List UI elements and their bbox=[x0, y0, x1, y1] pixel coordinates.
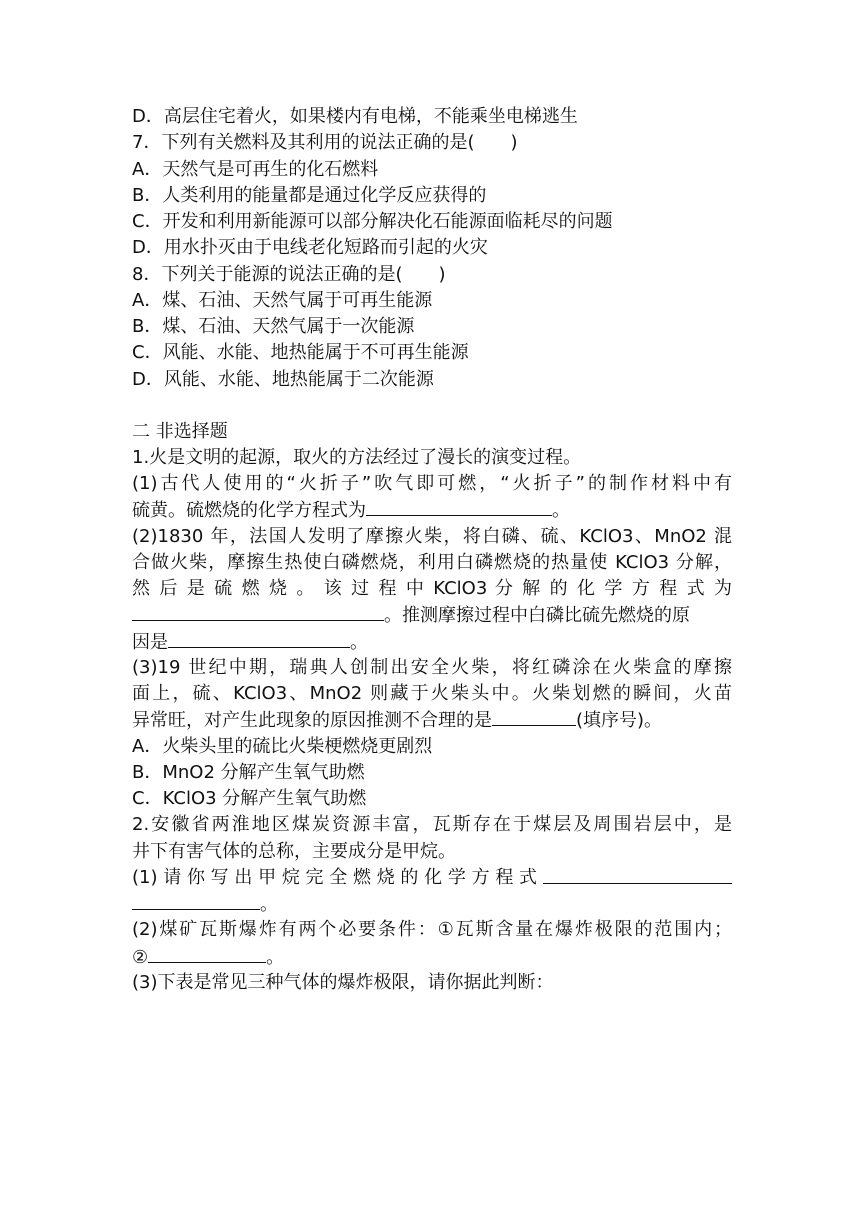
answer-blank[interactable] bbox=[366, 497, 552, 516]
problem-1-part-3-answer-line bbox=[132, 707, 732, 734]
problem-2-part-3-line: (3)下表是常见三种气体的爆炸极限，请你据此判断： bbox=[132, 972, 554, 993]
problem-1-part-2-line: 然 后 是 硫 燃 烧 。 该 过 程 中 KClO3 分 解 的 化 学 方 程 式 为 bbox=[132, 578, 732, 599]
line-text: 。 bbox=[350, 632, 368, 653]
problem-1-option-a: A．火柴头里的硫比火柴梗燃烧更剧烈 bbox=[132, 736, 433, 757]
question-7-stem: 7．下列有关燃料及其利用的说法正确的是( ) bbox=[132, 132, 518, 153]
line-text: 。 bbox=[266, 947, 285, 968]
problem-1-part-2-line: (2)1830 年，法国人发明了摩擦火柴，将白磷、硫、KClO3、MnO2 混 bbox=[132, 526, 732, 547]
option-line-q7-a: A．天然气是可再生的化石燃料 bbox=[132, 159, 379, 180]
line-text: ② bbox=[132, 947, 149, 968]
answer-blank[interactable] bbox=[168, 629, 350, 648]
problem-1-part-3-line: (3)19 世纪中期，瑞典人创制出安全火柴，将红磷涂在火柴盒的摩擦 bbox=[132, 657, 732, 678]
line-text: (1) 请 你 写 出 甲 烷 完 全 燃 烧 的 化 学 方 程 式 bbox=[132, 867, 538, 888]
line-text: 硫黄。硫燃烧的化学方程式为 bbox=[132, 500, 366, 521]
section-heading: 二 非选择题 bbox=[132, 421, 228, 442]
line-text: 。推测摩擦过程中白磷比硫先燃烧的原 bbox=[384, 605, 690, 626]
problem-1-option-c: C．KClO3 分解产生氧气助燃 bbox=[132, 788, 367, 809]
problem-1-part-2-answer-line bbox=[132, 602, 732, 629]
line-text: 异常旺，对产生此现象的原因推测不合理的是 bbox=[132, 710, 492, 731]
line-text: 。 bbox=[260, 894, 278, 915]
option-line-q8-b: B．煤、石油、天然气属于一次能源 bbox=[132, 316, 415, 337]
line-text: 因是 bbox=[132, 632, 168, 653]
option-line-q8-d: D．风能、水能、地热能属于二次能源 bbox=[132, 369, 434, 390]
problem-1-option-b: B．MnO2 分解产生氧气助燃 bbox=[132, 762, 365, 783]
question-8-stem: 8．下列关于能源的说法正确的是( ) bbox=[132, 264, 446, 285]
answer-blank[interactable] bbox=[543, 865, 732, 884]
problem-1-part-2-reason-line bbox=[132, 629, 732, 656]
option-line-q7-c: C．开发和利用新能源可以部分解决化石能源面临耗尽的问题 bbox=[132, 211, 613, 232]
option-line-q7-b: B．人类利用的能量都是通过化学反应获得的 bbox=[132, 185, 487, 206]
line-text: (填序号)。 bbox=[576, 710, 663, 731]
option-line-q6-d: D．高层住宅着火，如果楼内有电梯，不能乘坐电梯逃生 bbox=[132, 106, 578, 127]
answer-blank[interactable] bbox=[132, 602, 384, 621]
problem-2-part-1-line bbox=[132, 865, 732, 891]
option-line-q8-c: C．风能、水能、地热能属于不可再生能源 bbox=[132, 342, 469, 363]
problem-2-part-1-answer-line bbox=[132, 891, 732, 918]
problem-1-part-1-line: (1)古代人使用的“火折子”吹气即可燃，“火折子”的制作材料中有 bbox=[132, 473, 732, 494]
problem-2-intro-line: 井下有害气体的总称，主要成分是甲烷。 bbox=[132, 841, 456, 862]
problem-2-part-2-answer-line bbox=[132, 944, 732, 971]
problem-1-part-3-line: 面上，硫、KClO3、MnO2 则藏于火柴头中。火柴划燃的瞬间，火苗 bbox=[132, 683, 732, 704]
problem-1-intro: 1.火是文明的起源，取火的方法经过了漫长的演变过程。 bbox=[132, 447, 582, 468]
answer-blank[interactable] bbox=[132, 891, 260, 910]
answer-blank[interactable] bbox=[148, 944, 266, 963]
line-text: 。 bbox=[552, 500, 570, 521]
problem-1-part-2-line: 合做火柴，摩擦生热使白磷燃烧，利用白磷燃烧的热量使 KClO3 分解， bbox=[132, 552, 732, 573]
answer-blank[interactable] bbox=[492, 707, 576, 726]
problem-1-part-1-answer-line bbox=[132, 497, 732, 524]
problem-2-intro-line: 2.安徽省两淮地区煤炭资源丰富，瓦斯存在于煤层及周围岩层中，是 bbox=[132, 814, 732, 835]
problem-2-part-2-line: (2)煤矿瓦斯爆炸有两个必要条件：①瓦斯含量在爆炸极限的范围内； bbox=[132, 919, 732, 940]
option-line-q8-a: A．煤、石油、天然气属于可再生能源 bbox=[132, 290, 433, 311]
option-line-q7-d: D．用水扑灭由于电线老化短路而引起的火灾 bbox=[132, 237, 488, 258]
